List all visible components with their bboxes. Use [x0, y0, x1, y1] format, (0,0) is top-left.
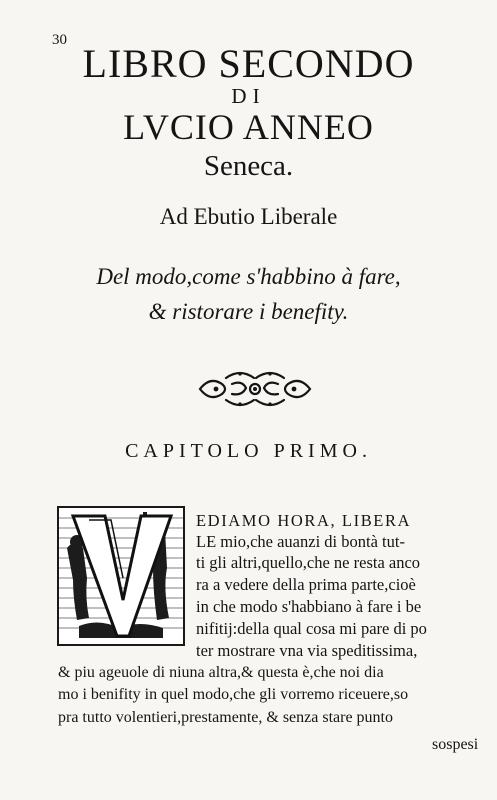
chapter-heading: CAPITOLO PRIMO.	[125, 440, 372, 462]
text-line-2: LE mio,che auanzi di bontà tut-	[196, 532, 405, 551]
text-line-8: & piu ageuole di niuna altra,& questa è,che noi dia	[58, 664, 384, 681]
text-line-4: ra a vedere della prima parte,cioè	[196, 575, 416, 594]
title-line-1: LIBRO SECONDO	[82, 41, 415, 86]
text-line-7: ter mostrare vna via speditissima,	[196, 641, 418, 660]
text-line-5: in che modo s'habbiano à fare i be	[196, 597, 422, 616]
heading-line-2: & ristorare i benefity.	[148, 299, 349, 324]
text-line-9: mo i benifity in quel modo,che gli vorremo riceuere,so	[58, 686, 409, 703]
title-line-3: LVCIO ANNEO	[123, 107, 374, 147]
text-line-6: nifitij:della qual cosa mi pare di po	[196, 619, 427, 638]
heading-line-1: Del modo,come s'habbino à fare,	[96, 264, 401, 289]
page-number: 30	[52, 32, 67, 48]
fleuron-ornament-icon	[196, 366, 314, 412]
text-line-1: EDIAMO HORA, LIBERA	[196, 511, 412, 530]
title-line-4: Seneca.	[203, 150, 294, 182]
text-line-3: ti gli altri,quello,che ne resta anco	[196, 553, 421, 572]
text-line-10: pra tutto volentieri,prestamente, & senza stare punto	[58, 709, 393, 726]
subtitle: Ad Ebutio Liberale	[159, 204, 338, 229]
title-line-2: DI	[231, 84, 266, 108]
decorated-initial-v-icon	[57, 506, 185, 646]
text-line-11: sospesi	[432, 736, 479, 753]
